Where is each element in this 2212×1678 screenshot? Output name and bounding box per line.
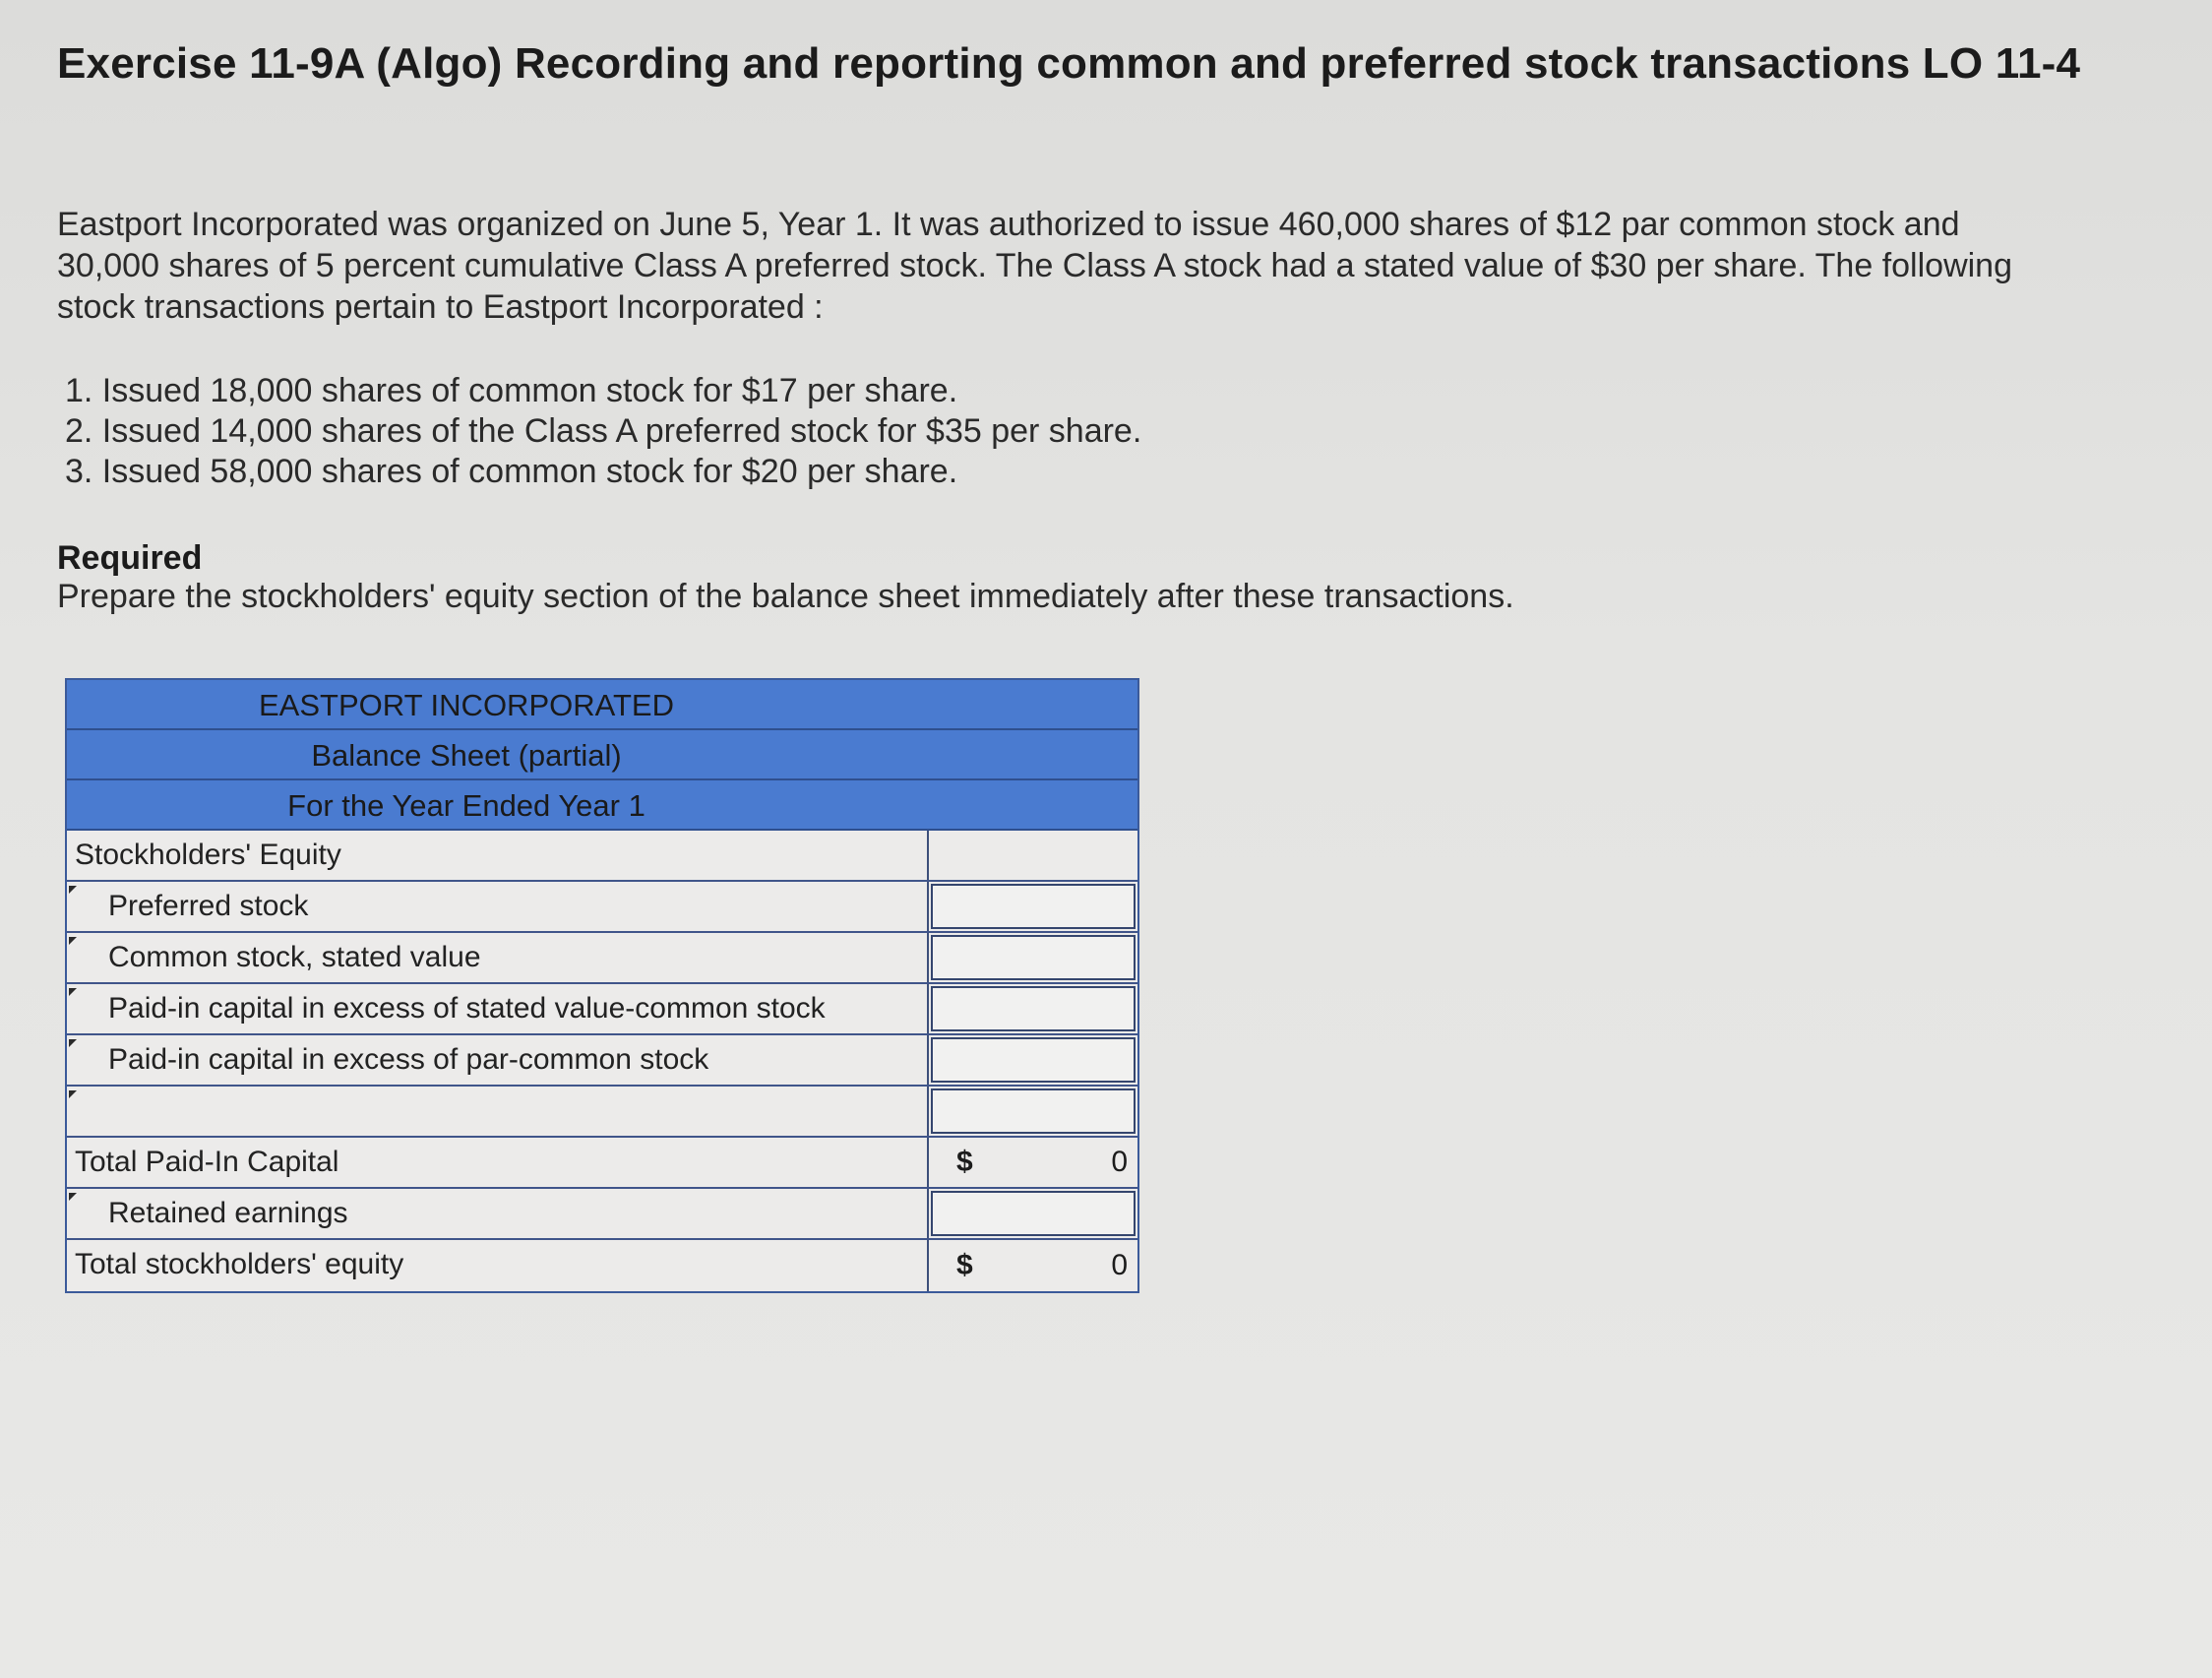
problem-intro: [57, 204, 2153, 328]
row-label-dropdown[interactable]: [67, 933, 929, 982]
amount-input-cell[interactable]: [931, 884, 1136, 929]
total-equity-row: [67, 1240, 1137, 1291]
intro-line: Eastport Incorporated was organized on June 5, Year 1. It was authorized to issue 460,000 shares of $12 par common stock and: [57, 206, 1960, 243]
pic-stated-value-amount-input[interactable]: [937, 986, 1130, 1031]
row-label-dropdown[interactable]: [67, 1035, 929, 1085]
row-label-text: Retained earnings: [108, 1197, 348, 1229]
table-row: [67, 1035, 1137, 1087]
dropdown-marker-icon: [69, 1193, 77, 1201]
dropdown-marker-icon: [69, 1090, 77, 1098]
currency-symbol: $: [956, 1146, 973, 1178]
exercise-title: Exercise 11-9A (Algo) Recording and reporting common and preferred stock transactions LO 11-4: [57, 39, 2081, 88]
required-text: Prepare the stockholders' equity section of the balance sheet immediately after these transactions.: [57, 578, 1514, 615]
total-paid-in-row: [67, 1138, 1137, 1189]
total-equity-label: Total stockholders' equity: [67, 1240, 929, 1291]
dropdown-marker-icon: [69, 937, 77, 945]
amount-input-cell[interactable]: [931, 986, 1136, 1031]
blank-amount-input[interactable]: [937, 1088, 1130, 1134]
table-row: [67, 882, 1137, 933]
table-row: [67, 1189, 1137, 1240]
transaction-item: 3. Issued 58,000 shares of common stock for $20 per share.: [65, 453, 958, 490]
section-label: Stockholders' Equity: [67, 831, 929, 880]
amount-input-cell[interactable]: [931, 935, 1136, 980]
transaction-item: 1. Issued 18,000 shares of common stock for $17 per share.: [65, 372, 958, 409]
row-label-dropdown[interactable]: [67, 984, 929, 1033]
intro-line: stock transactions pertain to Eastport Incorporated :: [57, 288, 824, 326]
dropdown-marker-icon: [69, 1039, 77, 1047]
row-label-text: Preferred stock: [108, 890, 309, 922]
table-row: [67, 1087, 1137, 1138]
total-paid-in-label: Total Paid-In Capital: [67, 1138, 929, 1187]
retained-earnings-amount-input[interactable]: [937, 1191, 1130, 1236]
transaction-item: 2. Issued 14,000 shares of the Class A preferred stock for $35 per share.: [65, 412, 1142, 450]
statement-name: Balance Sheet (partial): [311, 738, 622, 773]
total-equity-amount: 0: [1111, 1249, 1128, 1281]
currency-symbol: $: [956, 1249, 973, 1281]
statement-period: For the Year Ended Year 1: [287, 788, 645, 823]
dropdown-marker-icon: [69, 988, 77, 996]
table-row: [67, 933, 1137, 984]
preferred-stock-amount-input[interactable]: [937, 884, 1130, 929]
row-label-text: Paid-in capital in excess of stated value-common stock: [108, 992, 826, 1025]
total-paid-in-amount: 0: [1111, 1146, 1128, 1178]
dropdown-marker-icon: [69, 886, 77, 894]
balance-sheet-table: [65, 678, 1139, 1293]
row-label-text: Paid-in capital in excess of par-common stock: [108, 1043, 709, 1076]
amount-input-cell[interactable]: [931, 1088, 1136, 1134]
required-heading: Required: [57, 539, 203, 577]
row-label-dropdown[interactable]: [67, 882, 929, 931]
total-paid-in-value: [929, 1138, 1137, 1187]
row-label-dropdown[interactable]: [67, 1087, 929, 1136]
amount-input-cell[interactable]: [931, 1037, 1136, 1083]
common-stock-amount-input[interactable]: [937, 935, 1130, 980]
intro-line: 30,000 shares of 5 percent cumulative Class A preferred stock. The Class A stock had a stated value of $30 per share. The following: [57, 247, 2012, 284]
total-equity-value: [929, 1240, 1137, 1291]
balance-sheet-header: [67, 680, 1137, 831]
row-label-dropdown[interactable]: [67, 1189, 929, 1238]
table-row: [67, 984, 1137, 1035]
section-row: [67, 831, 1137, 882]
pic-par-amount-input[interactable]: [937, 1037, 1130, 1083]
transaction-list: [65, 371, 1141, 492]
section-value: [929, 831, 1137, 880]
row-label-text: Common stock, stated value: [108, 941, 481, 973]
company-name: EASTPORT INCORPORATED: [258, 688, 674, 722]
amount-input-cell[interactable]: [931, 1191, 1136, 1236]
